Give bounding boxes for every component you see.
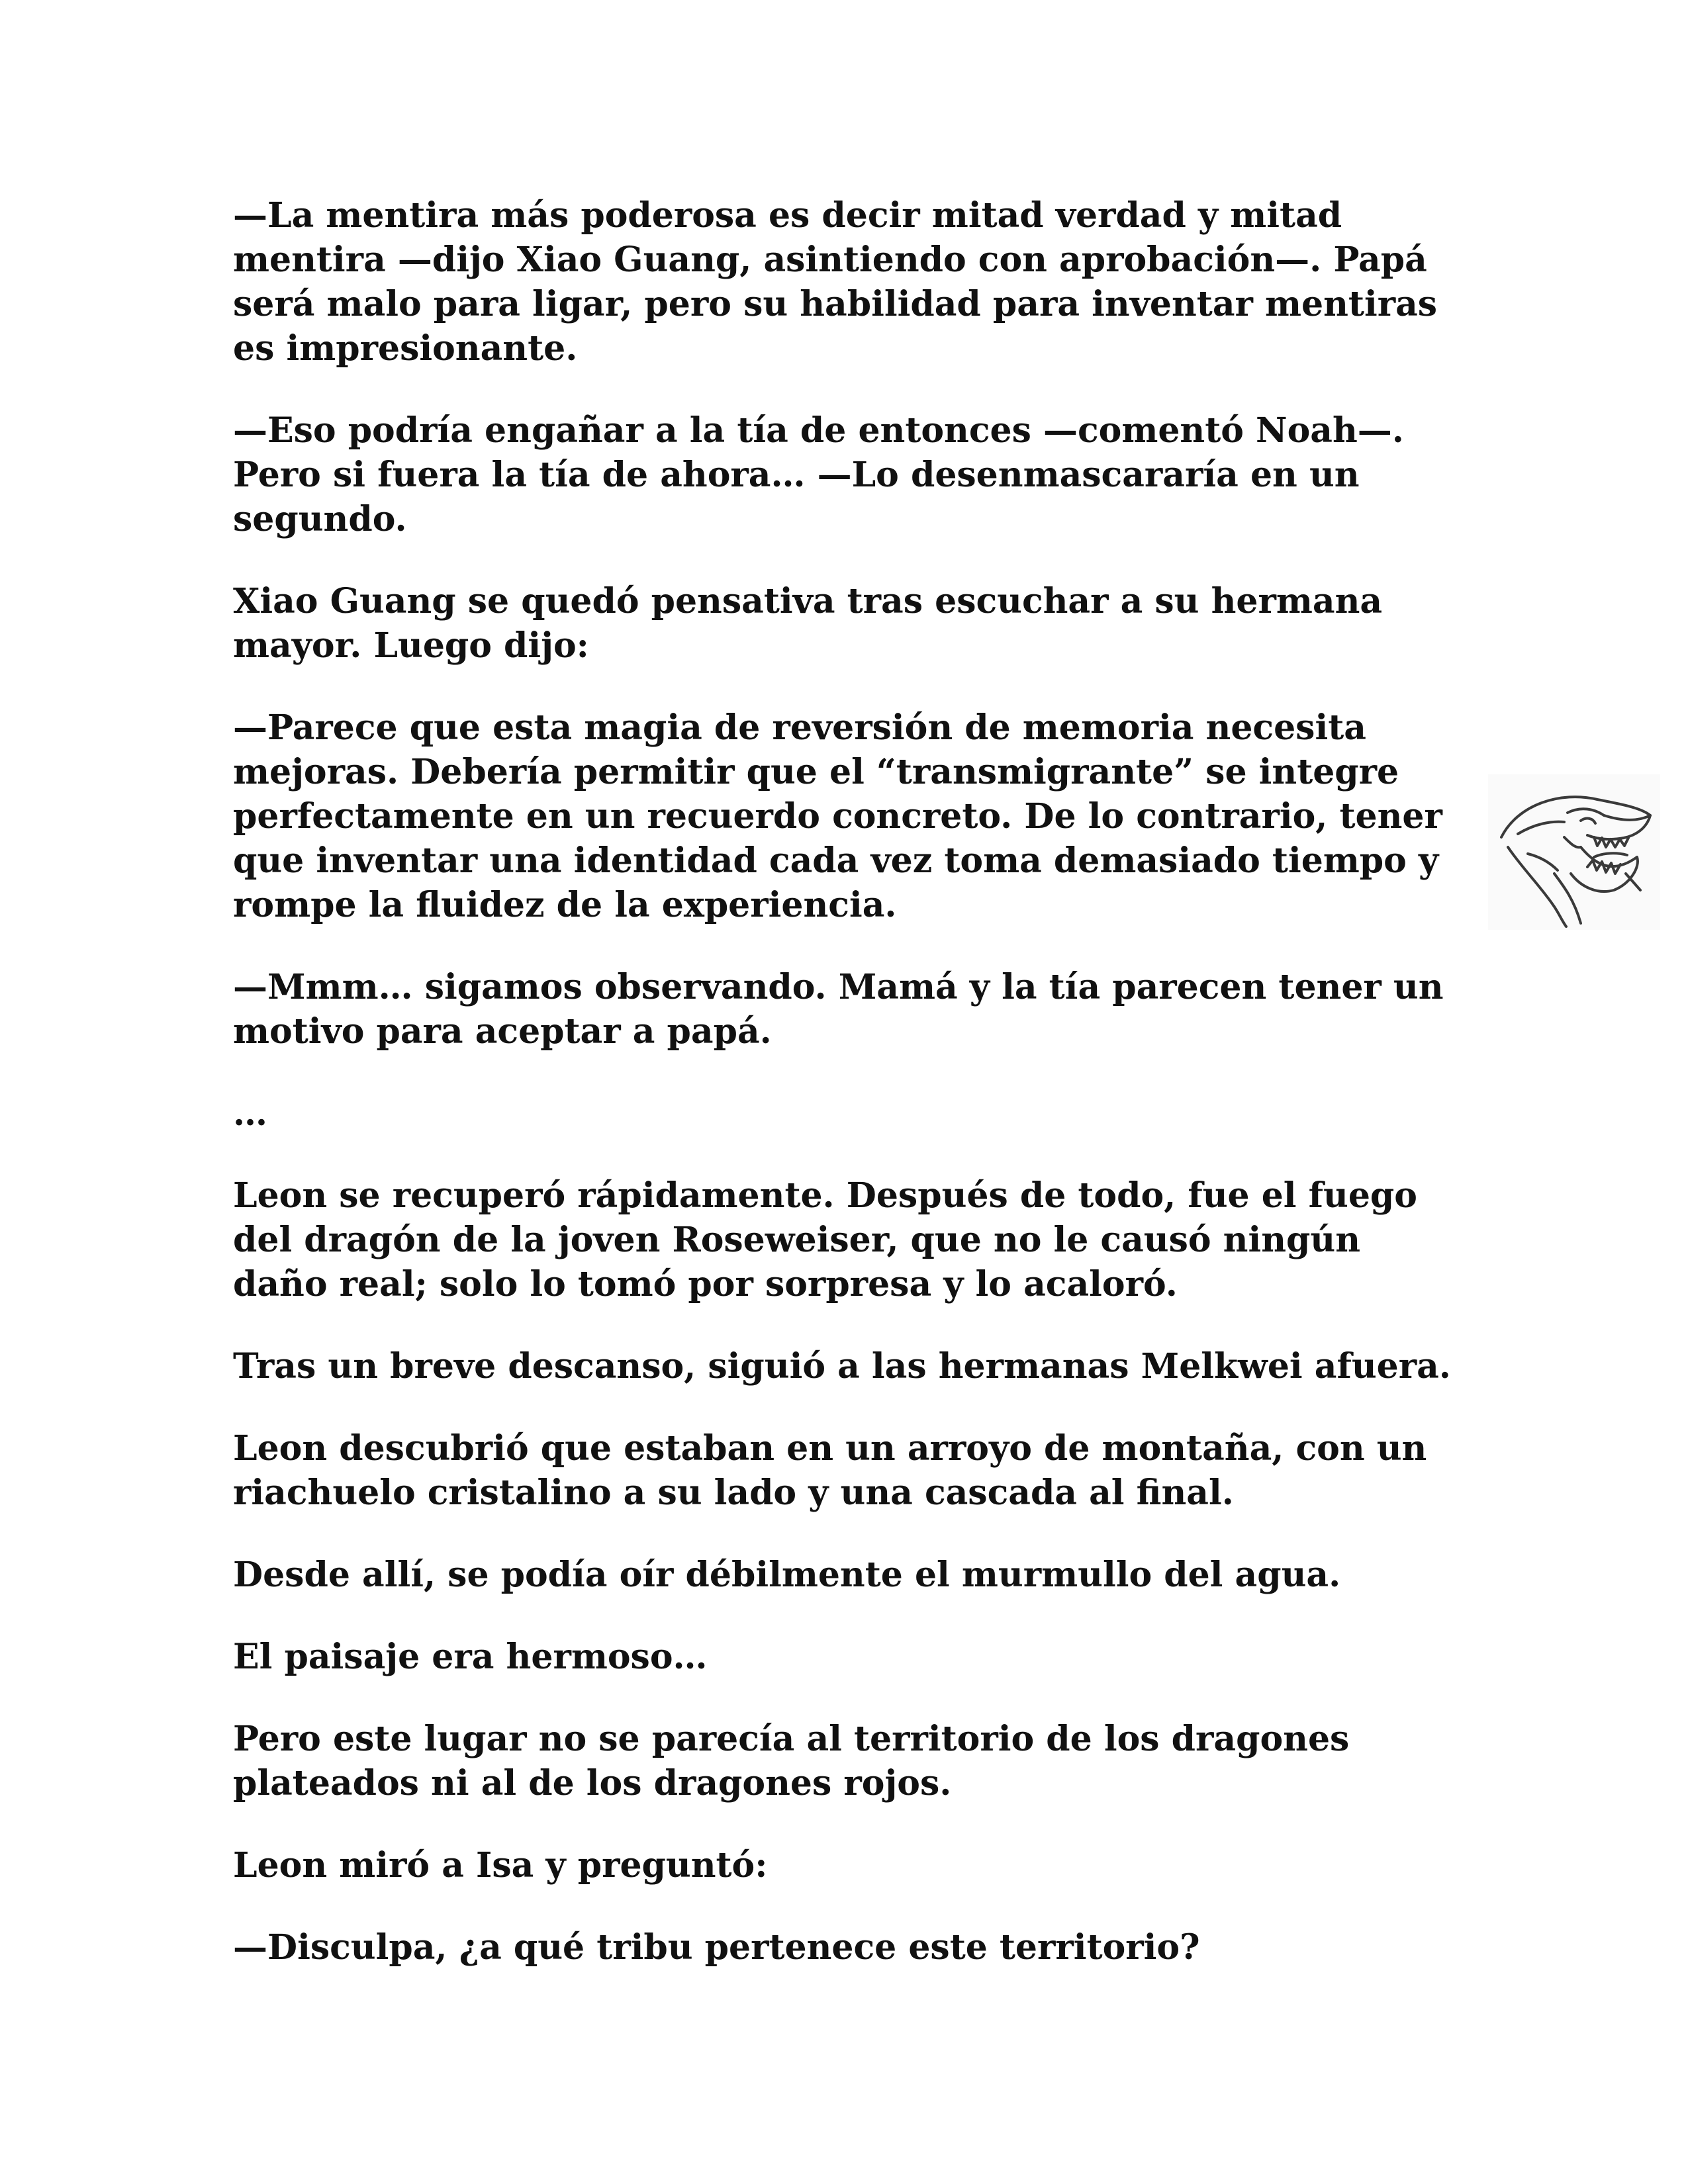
paragraph-3: Xiao Guang se quedó pensativa tras escuchar a su hermana mayor. Luego dijo: — [233, 581, 1383, 666]
paragraph-9: Leon descubrió que estaban en un arroyo de montaña, con un riachuelo cristalino a su lado y una cascada al final. — [233, 1428, 1427, 1513]
paragraph-1: —La mentira más poderosa es decir mitad verdad y mitad mentira —dijo Xiao Guang, asintiendo con aprobación—. Papá será malo para ligar, pero su habilidad para inventar mentiras es impresionante. — [233, 195, 1438, 369]
paragraph-5: —Mmm… sigamos observando. Mamá y la tía parecen tener un motivo para aceptar a papá. — [233, 967, 1444, 1052]
paragraph-6: … — [233, 1093, 267, 1134]
dinosaur-head-icon — [1488, 774, 1660, 930]
paragraph-12: Pero este lugar no se parecía al territorio de los dragones plateados ni al de los dragones rojos. — [233, 1719, 1350, 1803]
body-text — [233, 193, 1464, 2007]
paragraph-13: Leon miró a Isa y preguntó: — [233, 1845, 768, 1886]
paragraph-8: Tras un breve descanso, siguió a las hermanas Melkwei afuera. — [233, 1346, 1451, 1387]
paragraph-11: El paisaje era hermoso… — [233, 1637, 708, 1677]
paragraph-4: —Parece que esta magia de reversión de memoria necesita mejoras. Debería permitir que el “transmigrante” se integre perfectamente en un recuerdo concreto. De lo contrario, tener que inventar una identidad cada vez toma demasiado tiempo y rompe la fluidez de la experiencia. — [233, 707, 1442, 925]
paragraph-10: Desde allí, se podía oír débilmente el murmullo del agua. — [233, 1555, 1341, 1595]
paragraph-14: —Disculpa, ¿a qué tribu pertenece este territorio? — [233, 1927, 1200, 1968]
paragraph-2: —Eso podría engañar a la tía de entonces —comentó Noah—. Pero si fuera la tía de ahora… —Lo desenmascararía en un segundo. — [233, 410, 1404, 539]
paragraph-7: Leon se recuperó rápidamente. Después de todo, fue el fuego del dragón de la joven Roseweiser, que no le causó ningún daño real; solo lo tomó por sorpresa y lo acaloró. — [233, 1175, 1417, 1304]
